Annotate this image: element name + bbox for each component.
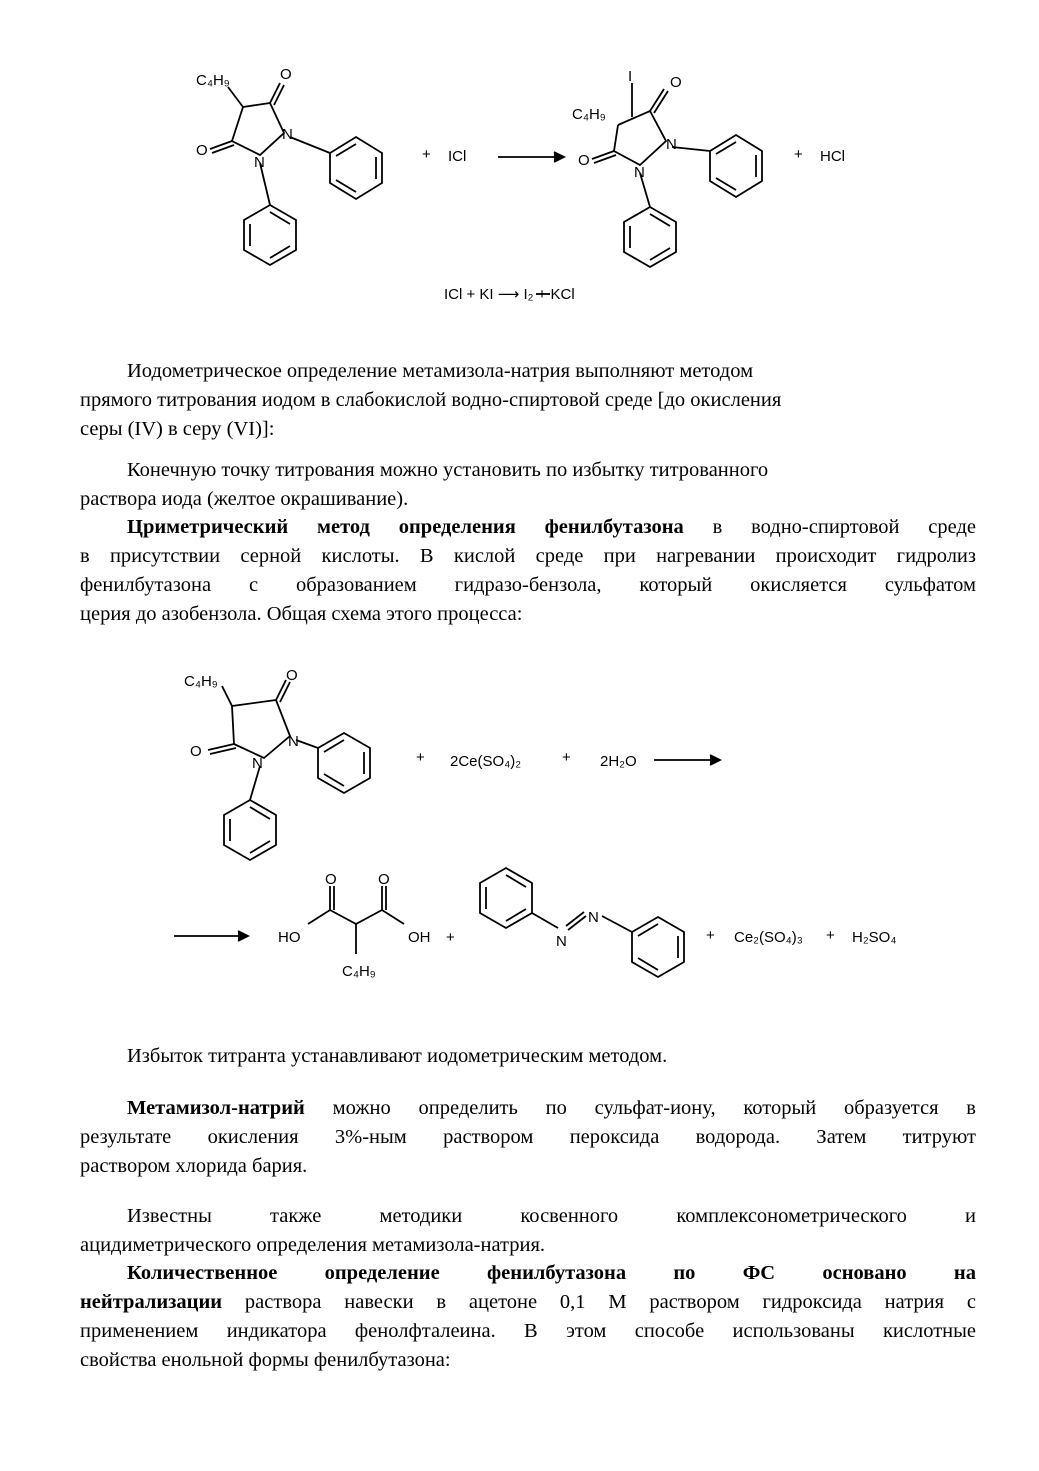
butyl-label: C₄H₉ — [572, 106, 606, 123]
plus-sign: + — [446, 929, 455, 946]
text-line: раствора иода (желтое окрашивание). — [80, 488, 409, 510]
nitrogen-label: N — [556, 933, 567, 950]
iodine-monochloride-label: ICl — [448, 148, 467, 165]
oxygen-label: O — [378, 871, 390, 888]
oxygen-label: O — [190, 743, 202, 760]
reaction-scheme-iodination — [180, 55, 880, 315]
text-line: Известны также методики косвенного комплексонометрического и — [127, 1205, 976, 1227]
paragraph-cerimetry — [80, 513, 976, 629]
sulfuric-acid-label: H₂SO₄ — [852, 929, 897, 946]
iodine-label: I — [628, 68, 633, 85]
nitrogen-label: N — [252, 755, 263, 772]
text-line: прямого титрования иодом в слабокислой водно-спиртовой среде [до окисления — [80, 389, 782, 411]
text-line: в водно-спиртовой среде — [683, 516, 976, 538]
text-line: фенилбутазона с образованием гидразо-бензола, который окисляется сульфатом — [80, 574, 976, 596]
bold-term: Метамизол-натрий — [127, 1097, 305, 1119]
oxygen-label: O — [325, 871, 337, 888]
text-line: серы (IV) в серу (VI)]: — [80, 418, 275, 440]
oxygen-label: O — [196, 142, 208, 159]
nitrogen-label: N — [634, 164, 645, 181]
text-line: раствора навески в ацетоне 0,1 М раствором гидроксида натрия с — [222, 1291, 976, 1313]
reaction-scheme-cerimetry — [160, 660, 920, 1000]
paragraph-endpoint — [80, 456, 976, 514]
butyl-label: C₄H₉ — [342, 963, 376, 980]
hydrogen-chloride-label: HCl — [820, 148, 845, 165]
text-line: можно определить по сульфат-иону, который образуется в — [304, 1097, 976, 1119]
plus-sign: + — [416, 749, 425, 766]
text-line: ацидиметрического определения метамизола-натрия. — [80, 1234, 546, 1256]
text-line: Конечную точку титрования можно установить по избытку титрованного — [127, 459, 769, 481]
paragraph-metamizole-sulfate — [80, 1094, 976, 1181]
text-line: применением индикатора фенолфталеина. В этом способе использованы кислотные — [80, 1320, 976, 1342]
plus-sign: + — [826, 927, 835, 944]
text-line: церия до азобензола. Общая схема этого процесса: — [80, 603, 523, 625]
butyl-label: C₄H₉ — [184, 673, 218, 690]
plus-sign: + — [794, 146, 803, 163]
bold-term: Количественное определение фенилбутазона по ФС основано на — [127, 1262, 976, 1284]
paragraph-neutralization — [80, 1259, 976, 1375]
oxygen-label: O — [578, 152, 590, 169]
butyl-label: C₄H₉ — [196, 72, 230, 89]
hydroxyl-label: OH — [408, 929, 431, 946]
cerium-sulfate-label: 2Ce(SO₄)₂ — [450, 753, 522, 770]
bold-term: нейтрализации — [80, 1291, 223, 1313]
nitrogen-label: N — [282, 126, 293, 143]
plus-sign: + — [422, 146, 431, 163]
oxygen-label: O — [670, 74, 682, 91]
nitrogen-label: N — [288, 733, 299, 750]
paragraph-excess-titrant — [80, 1042, 976, 1071]
oxygen-label: O — [280, 66, 292, 83]
side-reaction-equation: ICl + KI ⟶ I₂ + KCl — [444, 286, 575, 303]
water-label: 2H₂O — [600, 753, 637, 770]
text-line: результате окисления 3%-ным раствором пероксида водорода. Затем титруют — [80, 1126, 976, 1148]
plus-sign: + — [562, 749, 571, 766]
nitrogen-label: N — [588, 909, 599, 926]
text-line: Иодометрическое определение метамизола-натрия выполняют методом — [127, 360, 754, 382]
plus-sign: + — [706, 927, 715, 944]
cerium-iii-sulfate-label: Ce₂(SO₄)₃ — [734, 929, 803, 946]
text-line: свойства енольной формы фенилбутазона: — [80, 1349, 451, 1371]
text-line: раствором хлорида бария. — [80, 1155, 308, 1177]
text-line: Избыток титранта устанавливают иодометрическим методом. — [127, 1045, 668, 1067]
paragraph-other-methods — [80, 1202, 976, 1260]
nitrogen-label: N — [254, 154, 265, 171]
text-line: в присутствии серной кислоты. В кислой среде при нагревании происходит гидролиз — [80, 545, 976, 567]
bold-term: Цриметрический метод определения фенилбутазона — [127, 516, 684, 538]
paragraph-iodometry — [80, 357, 976, 444]
nitrogen-label: N — [666, 136, 677, 153]
oxygen-label: O — [286, 667, 298, 684]
hydroxyl-label: HO — [278, 929, 301, 946]
